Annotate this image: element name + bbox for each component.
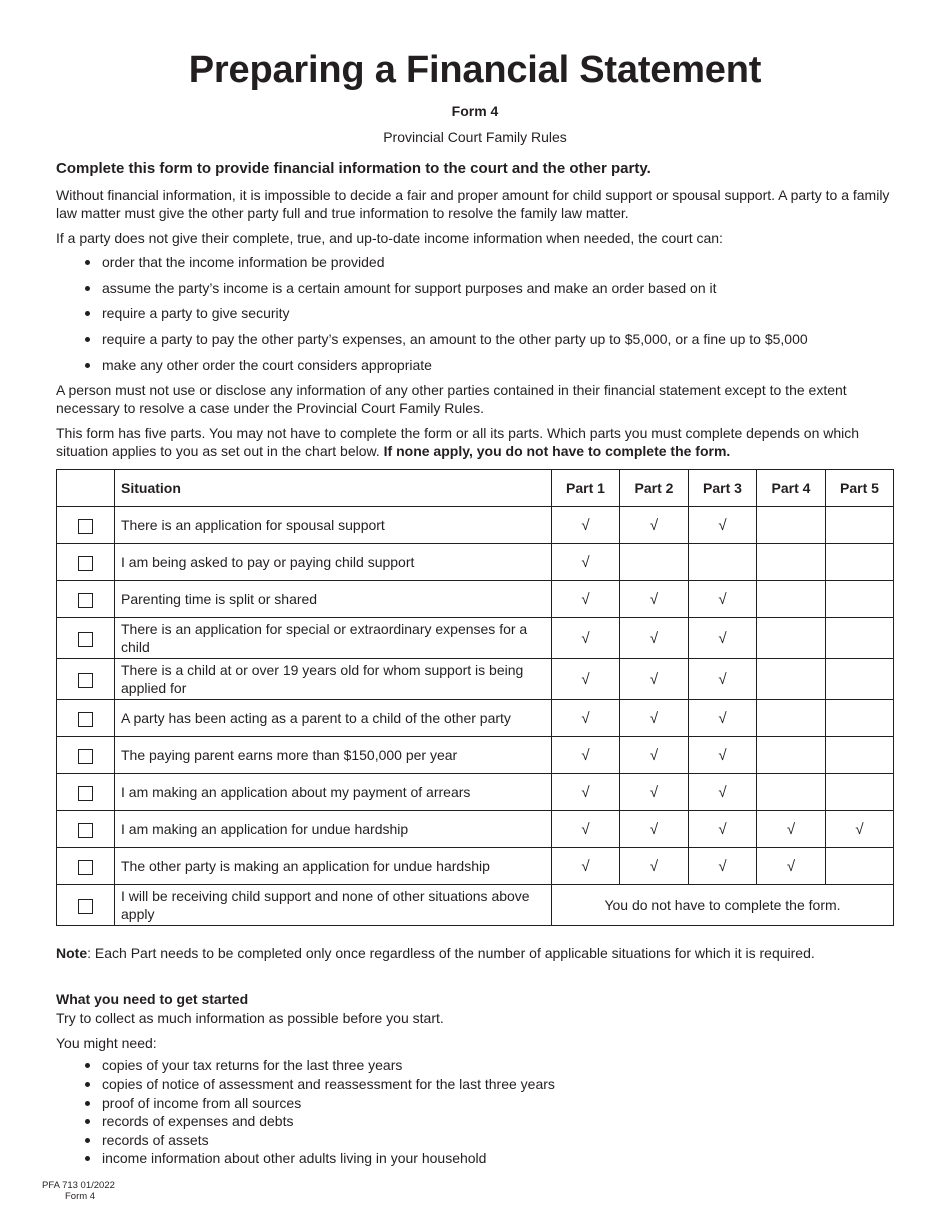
part-cell xyxy=(826,618,894,659)
check-mark: √ xyxy=(718,516,727,534)
situation-checkbox[interactable] xyxy=(78,556,93,571)
check-mark: √ xyxy=(581,746,590,764)
checkbox-cell xyxy=(57,885,115,926)
getting-started-heading: What you need to get started xyxy=(56,991,249,1008)
check-mark: √ xyxy=(649,857,659,875)
part-header: Part 2 xyxy=(620,470,689,507)
part-cell xyxy=(757,507,826,544)
part-cell xyxy=(689,737,757,774)
part-cell xyxy=(757,581,826,618)
part-cell xyxy=(620,737,689,774)
part-cell xyxy=(757,618,826,659)
form-page xyxy=(56,0,894,1168)
situation-text: I will be receiving child support and none of other situations above apply xyxy=(115,885,552,926)
footer-form-number: Form 4 xyxy=(65,1191,96,1202)
list-item: income information about other adults living in your household xyxy=(56,1149,894,1167)
check-mark: √ xyxy=(649,746,659,764)
part-cell xyxy=(552,737,620,774)
court-powers-list xyxy=(56,253,894,374)
situation-checkbox[interactable] xyxy=(78,519,93,534)
part-cell xyxy=(552,507,620,544)
checkbox-cell xyxy=(57,507,115,544)
part-cell xyxy=(689,618,757,659)
situation-text: I am making an application about my payment of arrears xyxy=(115,774,552,811)
intro-paragraph-2: If a party does not give their complete, true, and up-to-date income information when needed, the court can: xyxy=(56,230,723,246)
check-mark: √ xyxy=(649,629,659,647)
situation-text: A party has been acting as a parent to a child of the other party xyxy=(115,700,552,737)
part-cell xyxy=(620,544,689,581)
part-cell xyxy=(826,581,894,618)
situation-text: The paying parent earns more than $150,000 per year xyxy=(115,737,552,774)
situation-text: I am being asked to pay or paying child support xyxy=(115,544,552,581)
check-mark: √ xyxy=(718,746,727,764)
check-mark: √ xyxy=(718,783,727,801)
situation-checkbox[interactable] xyxy=(78,632,93,647)
check-mark: √ xyxy=(581,709,590,727)
checkbox-cell xyxy=(57,618,115,659)
situation-checkbox[interactable] xyxy=(78,593,93,608)
checkbox-cell xyxy=(57,774,115,811)
list-item: make any other order the court considers appropriate xyxy=(56,356,894,374)
table-row xyxy=(57,581,894,618)
list-item: require a party to pay the other party’s expenses, an amount to the other party up to $5,000, or a fine up to $5,000 xyxy=(56,330,894,348)
table-row xyxy=(57,544,894,581)
part-cell xyxy=(689,700,757,737)
part-cell xyxy=(826,544,894,581)
intro-paragraph-1: Without financial information, it is impossible to decide a fair and proper amount for child support or spousal support. A party to a family law matter must give the other party full and true information to resolve the family law matter. xyxy=(56,187,890,221)
page-title: Preparing a Financial Statement xyxy=(188,49,762,91)
situation-chart xyxy=(56,469,894,926)
check-mark: √ xyxy=(581,629,590,647)
table-row xyxy=(57,618,894,659)
part-cell xyxy=(826,659,894,700)
part-cell xyxy=(552,848,620,885)
check-mark: √ xyxy=(581,590,590,608)
needed-items-list xyxy=(56,1056,894,1167)
table-row xyxy=(57,774,894,811)
part-cell xyxy=(620,811,689,848)
part-cell xyxy=(689,811,757,848)
list-item: proof of income from all sources xyxy=(56,1094,894,1112)
check-mark: √ xyxy=(581,516,590,534)
part-cell xyxy=(620,659,689,700)
check-mark: √ xyxy=(649,516,659,534)
part-cell xyxy=(826,848,894,885)
part-cell xyxy=(826,507,894,544)
part-cell xyxy=(757,774,826,811)
check-mark: √ xyxy=(581,820,590,838)
part-header: Part 3 xyxy=(689,470,757,507)
situation-checkbox[interactable] xyxy=(78,712,93,727)
part-cell xyxy=(757,700,826,737)
checkbox-cell xyxy=(57,737,115,774)
part-header: Part 1 xyxy=(552,470,620,507)
part-cell xyxy=(757,848,826,885)
intro-paragraph-3: A person must not use or disclose any information of any other parties contained in their financial statement except to the extent necessary to resolve a case under the Provincial Court Family Rules. xyxy=(56,382,847,417)
no-form-needed-note: You do not have to complete the form. xyxy=(552,885,894,926)
part-cell xyxy=(620,618,689,659)
part-cell xyxy=(757,544,826,581)
checkbox-cell xyxy=(57,811,115,848)
checkbox-cell xyxy=(57,659,115,700)
part-cell xyxy=(689,659,757,700)
table-row xyxy=(57,700,894,737)
check-mark: √ xyxy=(718,709,727,727)
note-label: Note xyxy=(56,945,88,962)
check-mark: √ xyxy=(855,820,864,838)
list-item: records of assets xyxy=(56,1131,894,1149)
list-item: records of expenses and debts xyxy=(56,1112,894,1130)
part-cell xyxy=(552,581,620,618)
list-item: assume the party’s income is a certain amount for support purposes and make an order based on it xyxy=(56,279,894,297)
part-cell xyxy=(552,700,620,737)
check-mark: √ xyxy=(649,590,659,608)
part-cell xyxy=(620,581,689,618)
situation-text: There is an application for spousal support xyxy=(115,507,552,544)
part-header: Part 5 xyxy=(826,470,894,507)
part-cell xyxy=(552,811,620,848)
part-cell xyxy=(689,848,757,885)
situation-text: There is a child at or over 19 years old for whom support is being applied for xyxy=(115,659,552,700)
chart-header-row xyxy=(57,470,894,507)
part-cell xyxy=(826,774,894,811)
form-number: Form 4 xyxy=(451,103,499,119)
part-cell xyxy=(826,700,894,737)
situation-checkbox[interactable] xyxy=(78,673,93,688)
part-header: Part 4 xyxy=(757,470,826,507)
getting-started-line-2: You might need: xyxy=(56,1035,157,1052)
check-mark: √ xyxy=(718,820,727,838)
situation-text: There is an application for special or extraordinary expenses for a child xyxy=(115,618,552,659)
part-cell xyxy=(757,811,826,848)
table-row xyxy=(57,811,894,848)
check-mark: √ xyxy=(718,629,727,647)
part-cell xyxy=(552,544,620,581)
table-row xyxy=(57,737,894,774)
checkbox-cell xyxy=(57,700,115,737)
table-row xyxy=(57,885,894,926)
situation-header: Situation xyxy=(115,470,552,507)
check-mark: √ xyxy=(581,670,590,688)
situation-checkbox[interactable] xyxy=(78,899,93,914)
situation-text: The other party is making an application for undue hardship xyxy=(115,848,552,885)
part-cell xyxy=(826,811,894,848)
part-cell xyxy=(552,659,620,700)
intro-paragraph-4: This form has five parts. You may not have to complete the form or all its parts. Which parts you must complete depends on which situation applies to you as set out in the chart below. If none apply, you do not have to complete the form. xyxy=(56,425,860,460)
check-mark: √ xyxy=(718,670,727,688)
form-code: PFA 713 01/2022 xyxy=(42,1180,115,1191)
situation-checkbox[interactable] xyxy=(78,823,93,838)
check-mark: √ xyxy=(718,857,727,875)
part-cell xyxy=(689,507,757,544)
table-row xyxy=(57,659,894,700)
part-cell xyxy=(689,544,757,581)
check-mark: √ xyxy=(786,857,796,875)
part-cell xyxy=(689,581,757,618)
rules-subtitle: Provincial Court Family Rules xyxy=(383,129,567,145)
check-mark: √ xyxy=(649,820,659,838)
check-mark: √ xyxy=(649,709,659,727)
check-mark: √ xyxy=(786,820,796,838)
situation-checkbox[interactable] xyxy=(78,860,93,875)
chart-body xyxy=(57,507,894,926)
list-item: copies of your tax returns for the last three years xyxy=(56,1056,894,1074)
note-paragraph: Note: Each Part needs to be completed only once regardless of the number of applicable situations for which it is required. xyxy=(56,945,815,962)
part-cell xyxy=(620,774,689,811)
part-cell xyxy=(620,507,689,544)
situation-checkbox[interactable] xyxy=(78,786,93,801)
part-cell xyxy=(552,618,620,659)
checkbox-cell xyxy=(57,848,115,885)
list-item: require a party to give security xyxy=(56,304,894,322)
situation-checkbox[interactable] xyxy=(78,749,93,764)
checkbox-column-header xyxy=(57,470,115,507)
list-item: order that the income information be provided xyxy=(56,253,894,271)
checkbox-cell xyxy=(57,581,115,618)
check-mark: √ xyxy=(649,670,659,688)
part-cell xyxy=(552,774,620,811)
table-row xyxy=(57,848,894,885)
list-item: copies of notice of assessment and reassessment for the last three years xyxy=(56,1075,894,1093)
check-mark: √ xyxy=(581,857,590,875)
none-apply-note: If none apply, you do not have to complete the form. xyxy=(383,443,731,460)
part-cell xyxy=(757,659,826,700)
lead-instruction: Complete this form to provide financial information to the court and the other party. xyxy=(56,160,651,177)
part-cell xyxy=(757,737,826,774)
check-mark: √ xyxy=(649,783,659,801)
table-row xyxy=(57,507,894,544)
check-mark: √ xyxy=(581,783,590,801)
check-mark: √ xyxy=(718,590,727,608)
situation-text: Parenting time is split or shared xyxy=(115,581,552,618)
check-mark: √ xyxy=(581,553,590,571)
form-footer xyxy=(42,1180,115,1202)
part-cell xyxy=(826,737,894,774)
part-cell xyxy=(689,774,757,811)
part-cell xyxy=(620,700,689,737)
getting-started-line-1: Try to collect as much information as possible before you start. xyxy=(56,1010,444,1027)
situation-text: I am making an application for undue hardship xyxy=(115,811,552,848)
checkbox-cell xyxy=(57,544,115,581)
part-cell xyxy=(620,848,689,885)
